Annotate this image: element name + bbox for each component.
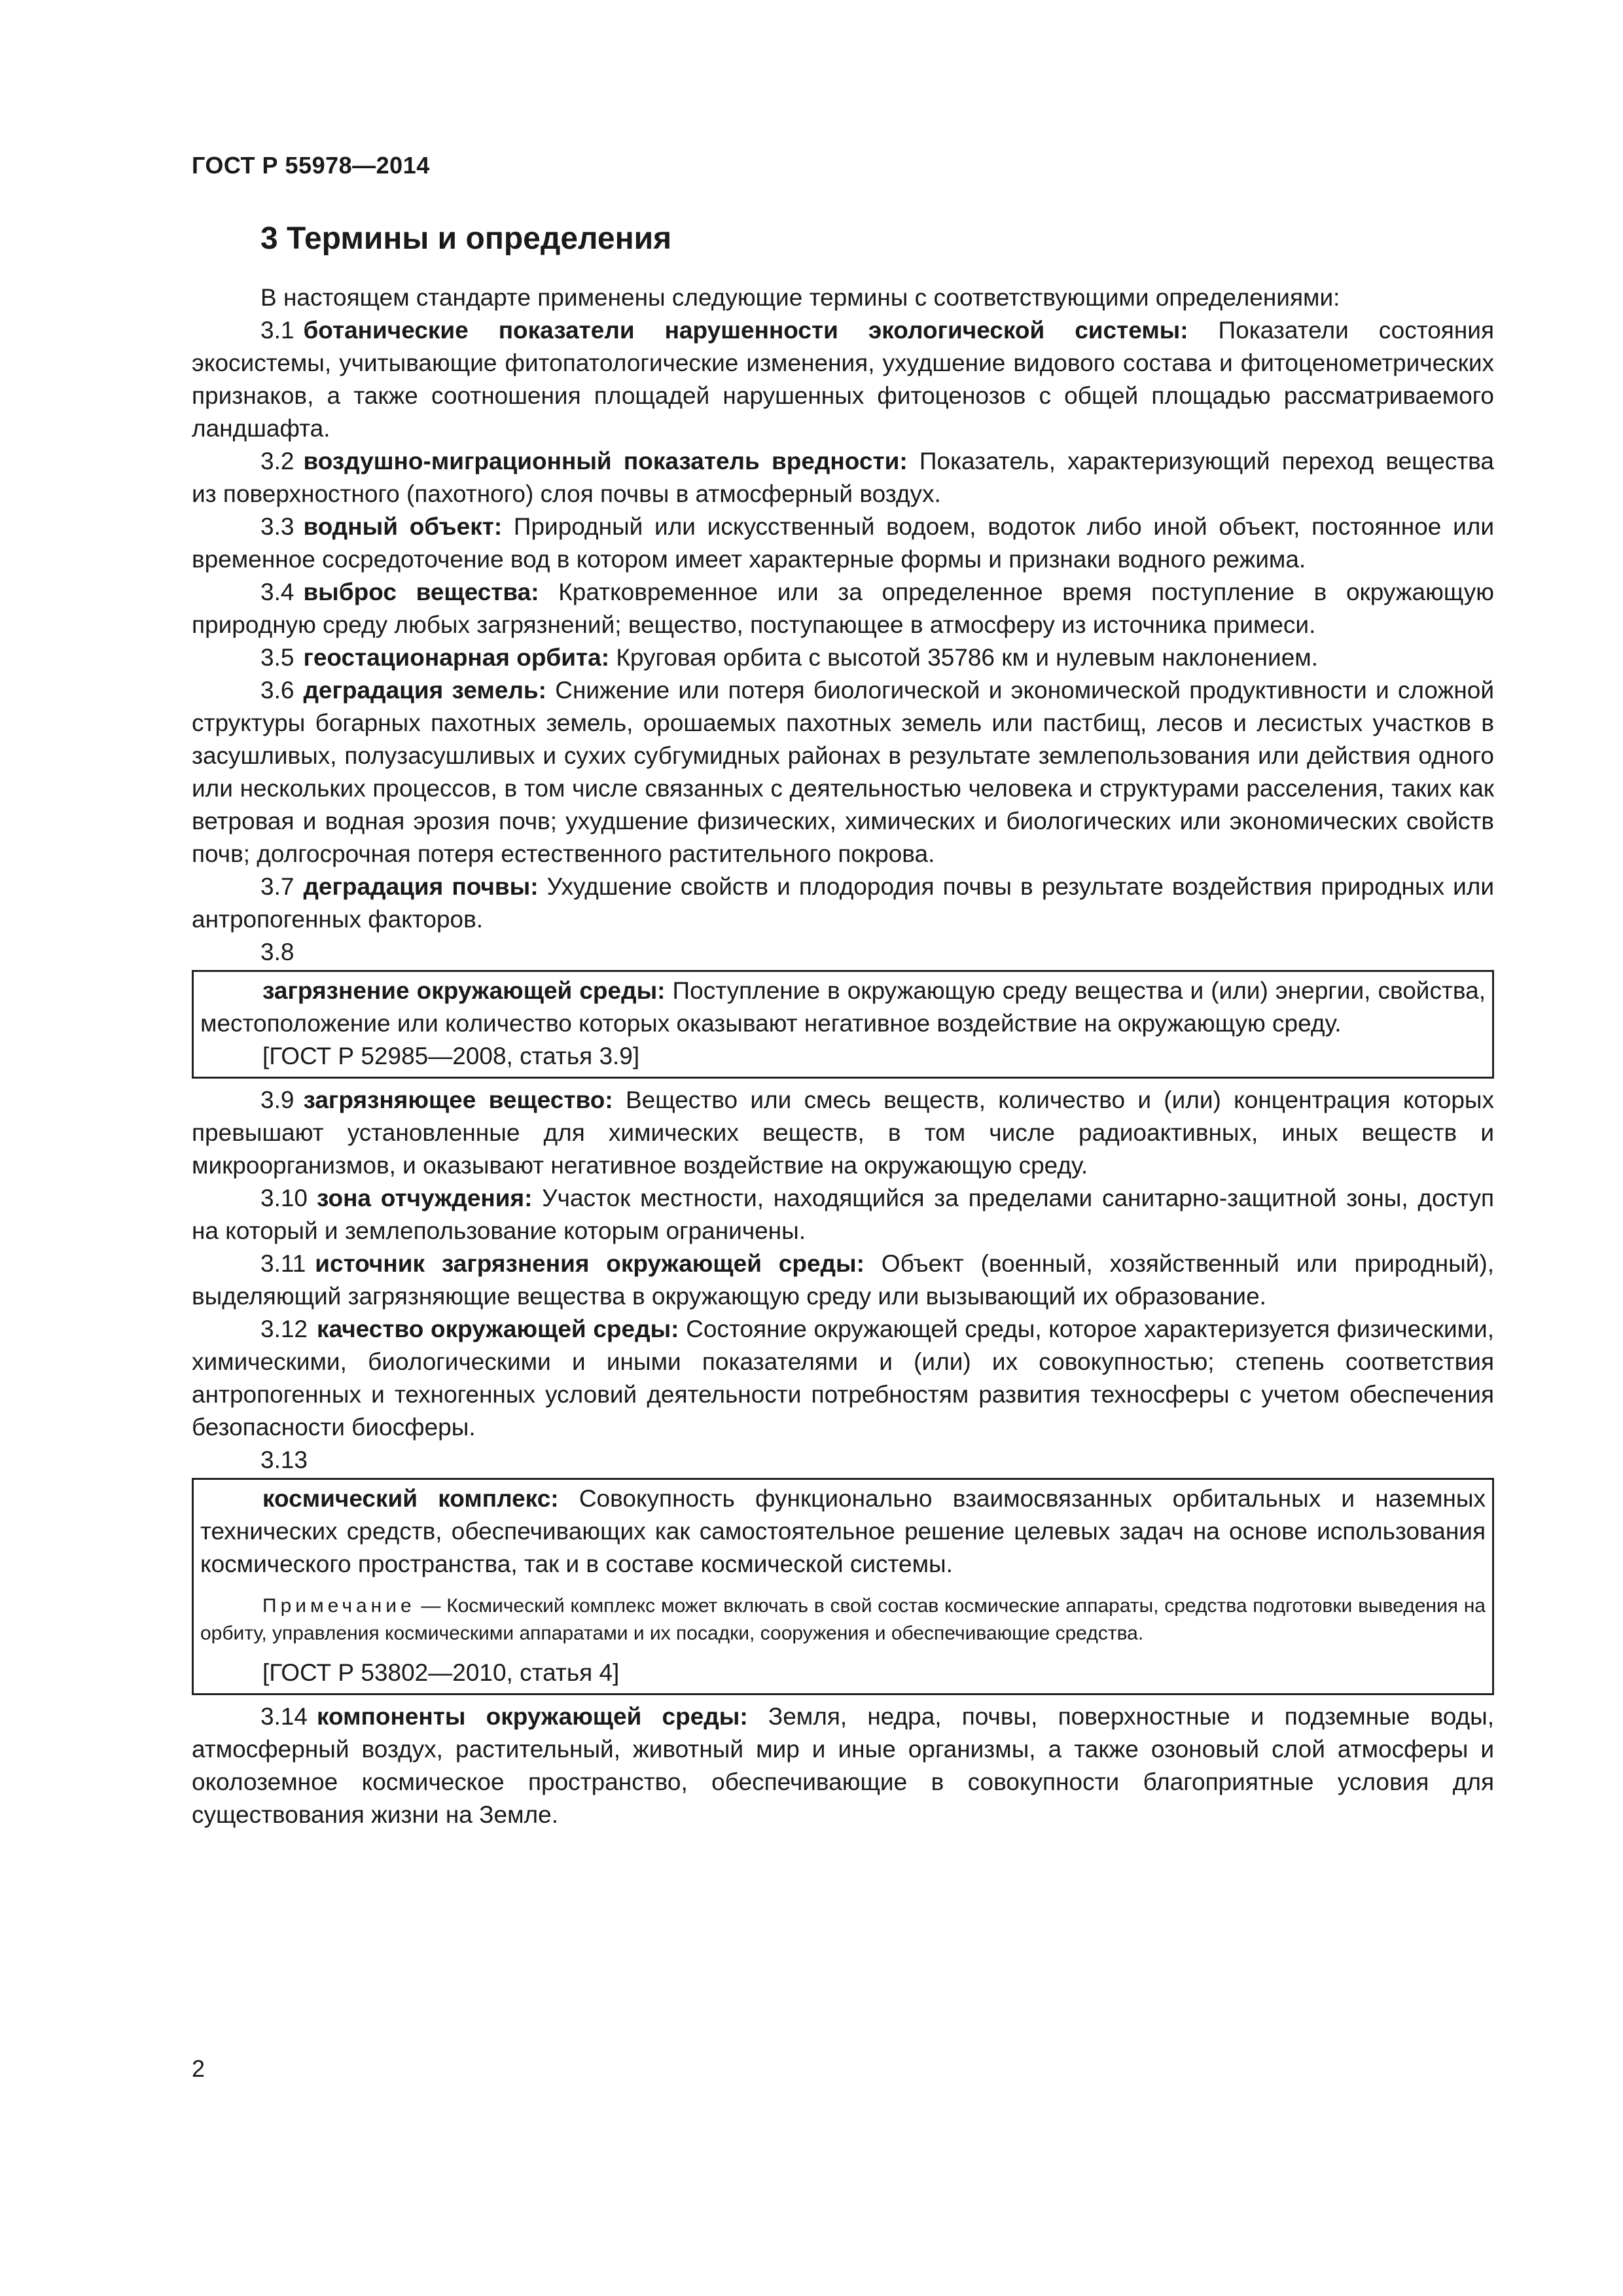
term-name: качество окружающей среды:: [317, 1316, 679, 1342]
term-list-3: [192, 1700, 1494, 1831]
term-entry: [192, 641, 1494, 674]
term-number: 3.11: [260, 1250, 306, 1277]
term-number: 3.1: [260, 317, 294, 344]
term-text: Снижение или потеря биологической и экономической продуктивности и сложной структуры богарных пахотных земель, орошаемых пахотных земель или пастбищ, лесов и лесистых участков в засушливых, полузасушливых и сухих субгумидных районах в результате землепользования или действия одного или нескольких процессов, в том числе связанных с деятельностью человека и структурами расселения, таких как ветровая и водная эрозия почв; ухудшение физических, химических и биологических или экономических свойств почв; долгосрочная потеря естественного растительного покрова.: [192, 677, 1495, 867]
term-name: ботанические показатели нарушенности экологической системы:: [303, 317, 1188, 344]
term-list-1: [192, 314, 1494, 936]
term-text: Совокупность функционально взаимосвязанных орбитальных и наземных технических средств, обеспечивающих как самостоятельное решение целевых задач на основе использования космического пространства, так и в составе космической системы.: [200, 1485, 1486, 1577]
term-entry: [192, 445, 1494, 511]
page-number: 2: [192, 2055, 205, 2082]
term-text: Участок местности, находящийся за пределами санитарно-защитной зоны, доступ на который и землепользование которым ограничены.: [192, 1185, 1494, 1244]
term-number: 3.3: [260, 513, 294, 540]
term-name: загрязняющее вещество:: [303, 1086, 613, 1113]
term-name: выброс вещества:: [303, 579, 539, 605]
term-text: Кратковременное или за определенное время поступление в окружающую природную среду любых загрязнений; вещество, поступающее в атмосферу из источника примеси.: [192, 579, 1494, 638]
term-entry: [192, 576, 1494, 641]
term-text: Показатели состояния экосистемы, учитывающие фитопатологические изменения, ухудшение видового состава и фитоценометрических признаков, а также соотношения площадей нарушенных фитоценозов с общей площадью рассматриваемого ландшафта.: [192, 317, 1494, 442]
term-definition: [200, 1482, 1486, 1581]
term-definition: [200, 975, 1486, 1040]
term-text: Земля, недра, почвы, поверхностные и подземные воды, атмосферный воздух, растительный, животный мир и иные организмы, а также озоновый слой атмосферы и околоземное космическое пространство, обеспечивающие в совокупности благоприятные условия для существования жизни на Земле.: [192, 1703, 1494, 1828]
term-text: Показатель, характеризующий переход вещества из поверхностного (пахотного) слоя почвы в атмосферный воздух.: [192, 448, 1495, 507]
term-name: деградация земель:: [303, 677, 547, 704]
term-text: Поступление в окружающую среду вещества и (или) энергии, свойства, местоположение или количество которых оказывают негативное воздействие на окружающую среду.: [200, 977, 1486, 1037]
term-name: водный объект:: [303, 513, 503, 540]
note-label: Примечание: [262, 1595, 416, 1617]
intro-paragraph: В настоящем стандарте применены следующие термины с соответствующими определениями:: [260, 284, 1340, 311]
term-text: Объект (военный, хозяйственный или природный), выделяющий загрязняющие вещества в окружающую среду или вызывающий их образование.: [192, 1250, 1494, 1310]
term-name: деградация почвы:: [303, 873, 539, 900]
term-name: источник загрязнения окружающей среды:: [315, 1250, 865, 1277]
term-number: 3.14: [260, 1703, 308, 1730]
term-entry: [192, 870, 1494, 936]
term-number: 3.13: [260, 1446, 308, 1473]
term-text: Круговая орбита с высотой 35786 км и нулевым наклонением.: [609, 644, 1318, 671]
term-entry: [192, 1182, 1494, 1247]
term-number: 3.2: [260, 448, 294, 475]
term-list-2: [192, 1084, 1494, 1444]
term-text: Ухудшение свойств и плодородия почвы в результате воздействия природных или антропогенных факторов.: [192, 873, 1494, 933]
term-name: космический комплекс:: [262, 1485, 559, 1512]
term-number: 3.6: [260, 677, 294, 704]
term-number: 3.9: [260, 1086, 294, 1113]
source-reference: [ГОСТ Р 53802—2010, статья 4]: [262, 1659, 620, 1686]
term-entry: [192, 314, 1494, 445]
source-reference: [ГОСТ Р 52985—2008, статья 3.9]: [262, 1043, 640, 1069]
quoted-term-box: [192, 970, 1494, 1079]
term-text: Состояние окружающей среды, которое характеризуется физическими, химическими, биологическими и иными показателями и (или) их совокупностью; степень соответствия антропогенных и техногенных условий деятельности потребностям развития техносферы с учетом обеспечения безопасности биосферы.: [192, 1316, 1494, 1441]
term-text: Природный или искусственный водоем, водоток либо иной объект, постоянное или временное сосредоточение вод в котором имеет характерные формы и признаки водного режима.: [192, 513, 1494, 573]
term-entry: [192, 1084, 1494, 1182]
term-number: 3.5: [260, 644, 294, 671]
term-name: загрязнение окружающей среды:: [262, 977, 666, 1004]
term-name: зона отчуждения:: [317, 1185, 533, 1211]
term-entry: [192, 1313, 1494, 1444]
note: [200, 1592, 1486, 1647]
term-entry: [192, 1700, 1494, 1831]
term-name: воздушно-миграционный показатель вредности:: [303, 448, 908, 475]
term-name: геостационарная орбита:: [303, 644, 610, 671]
term-name: компоненты окружающей среды:: [317, 1703, 748, 1730]
document-body: [192, 281, 1494, 1831]
term-entry: [192, 511, 1494, 576]
document-header: ГОСТ Р 55978—2014: [192, 152, 430, 179]
term-entry: [192, 1247, 1494, 1313]
term-text: Вещество или смесь веществ, количество и (или) концентрация которых превышают установленные для химических веществ, в том числе радиоактивных, иных веществ и микроорганизмов, и оказывают негативное воздействие на окружающую среду.: [192, 1086, 1494, 1179]
term-number: 3.8: [260, 939, 294, 965]
section-title: 3 Термины и определения: [260, 221, 672, 256]
note-text: — Космический комплекс может включать в свой состав космические аппараты, средства подготовки выведения на орбиту, управления космическими аппаратами и их посадки, сооружения и обеспечивающие средства.: [200, 1595, 1486, 1644]
term-entry: [192, 674, 1494, 870]
term-number: 3.7: [260, 873, 294, 900]
quoted-term-box: [192, 1478, 1494, 1695]
term-number: 3.12: [260, 1316, 308, 1342]
term-number: 3.10: [260, 1185, 308, 1211]
term-number: 3.4: [260, 579, 294, 605]
